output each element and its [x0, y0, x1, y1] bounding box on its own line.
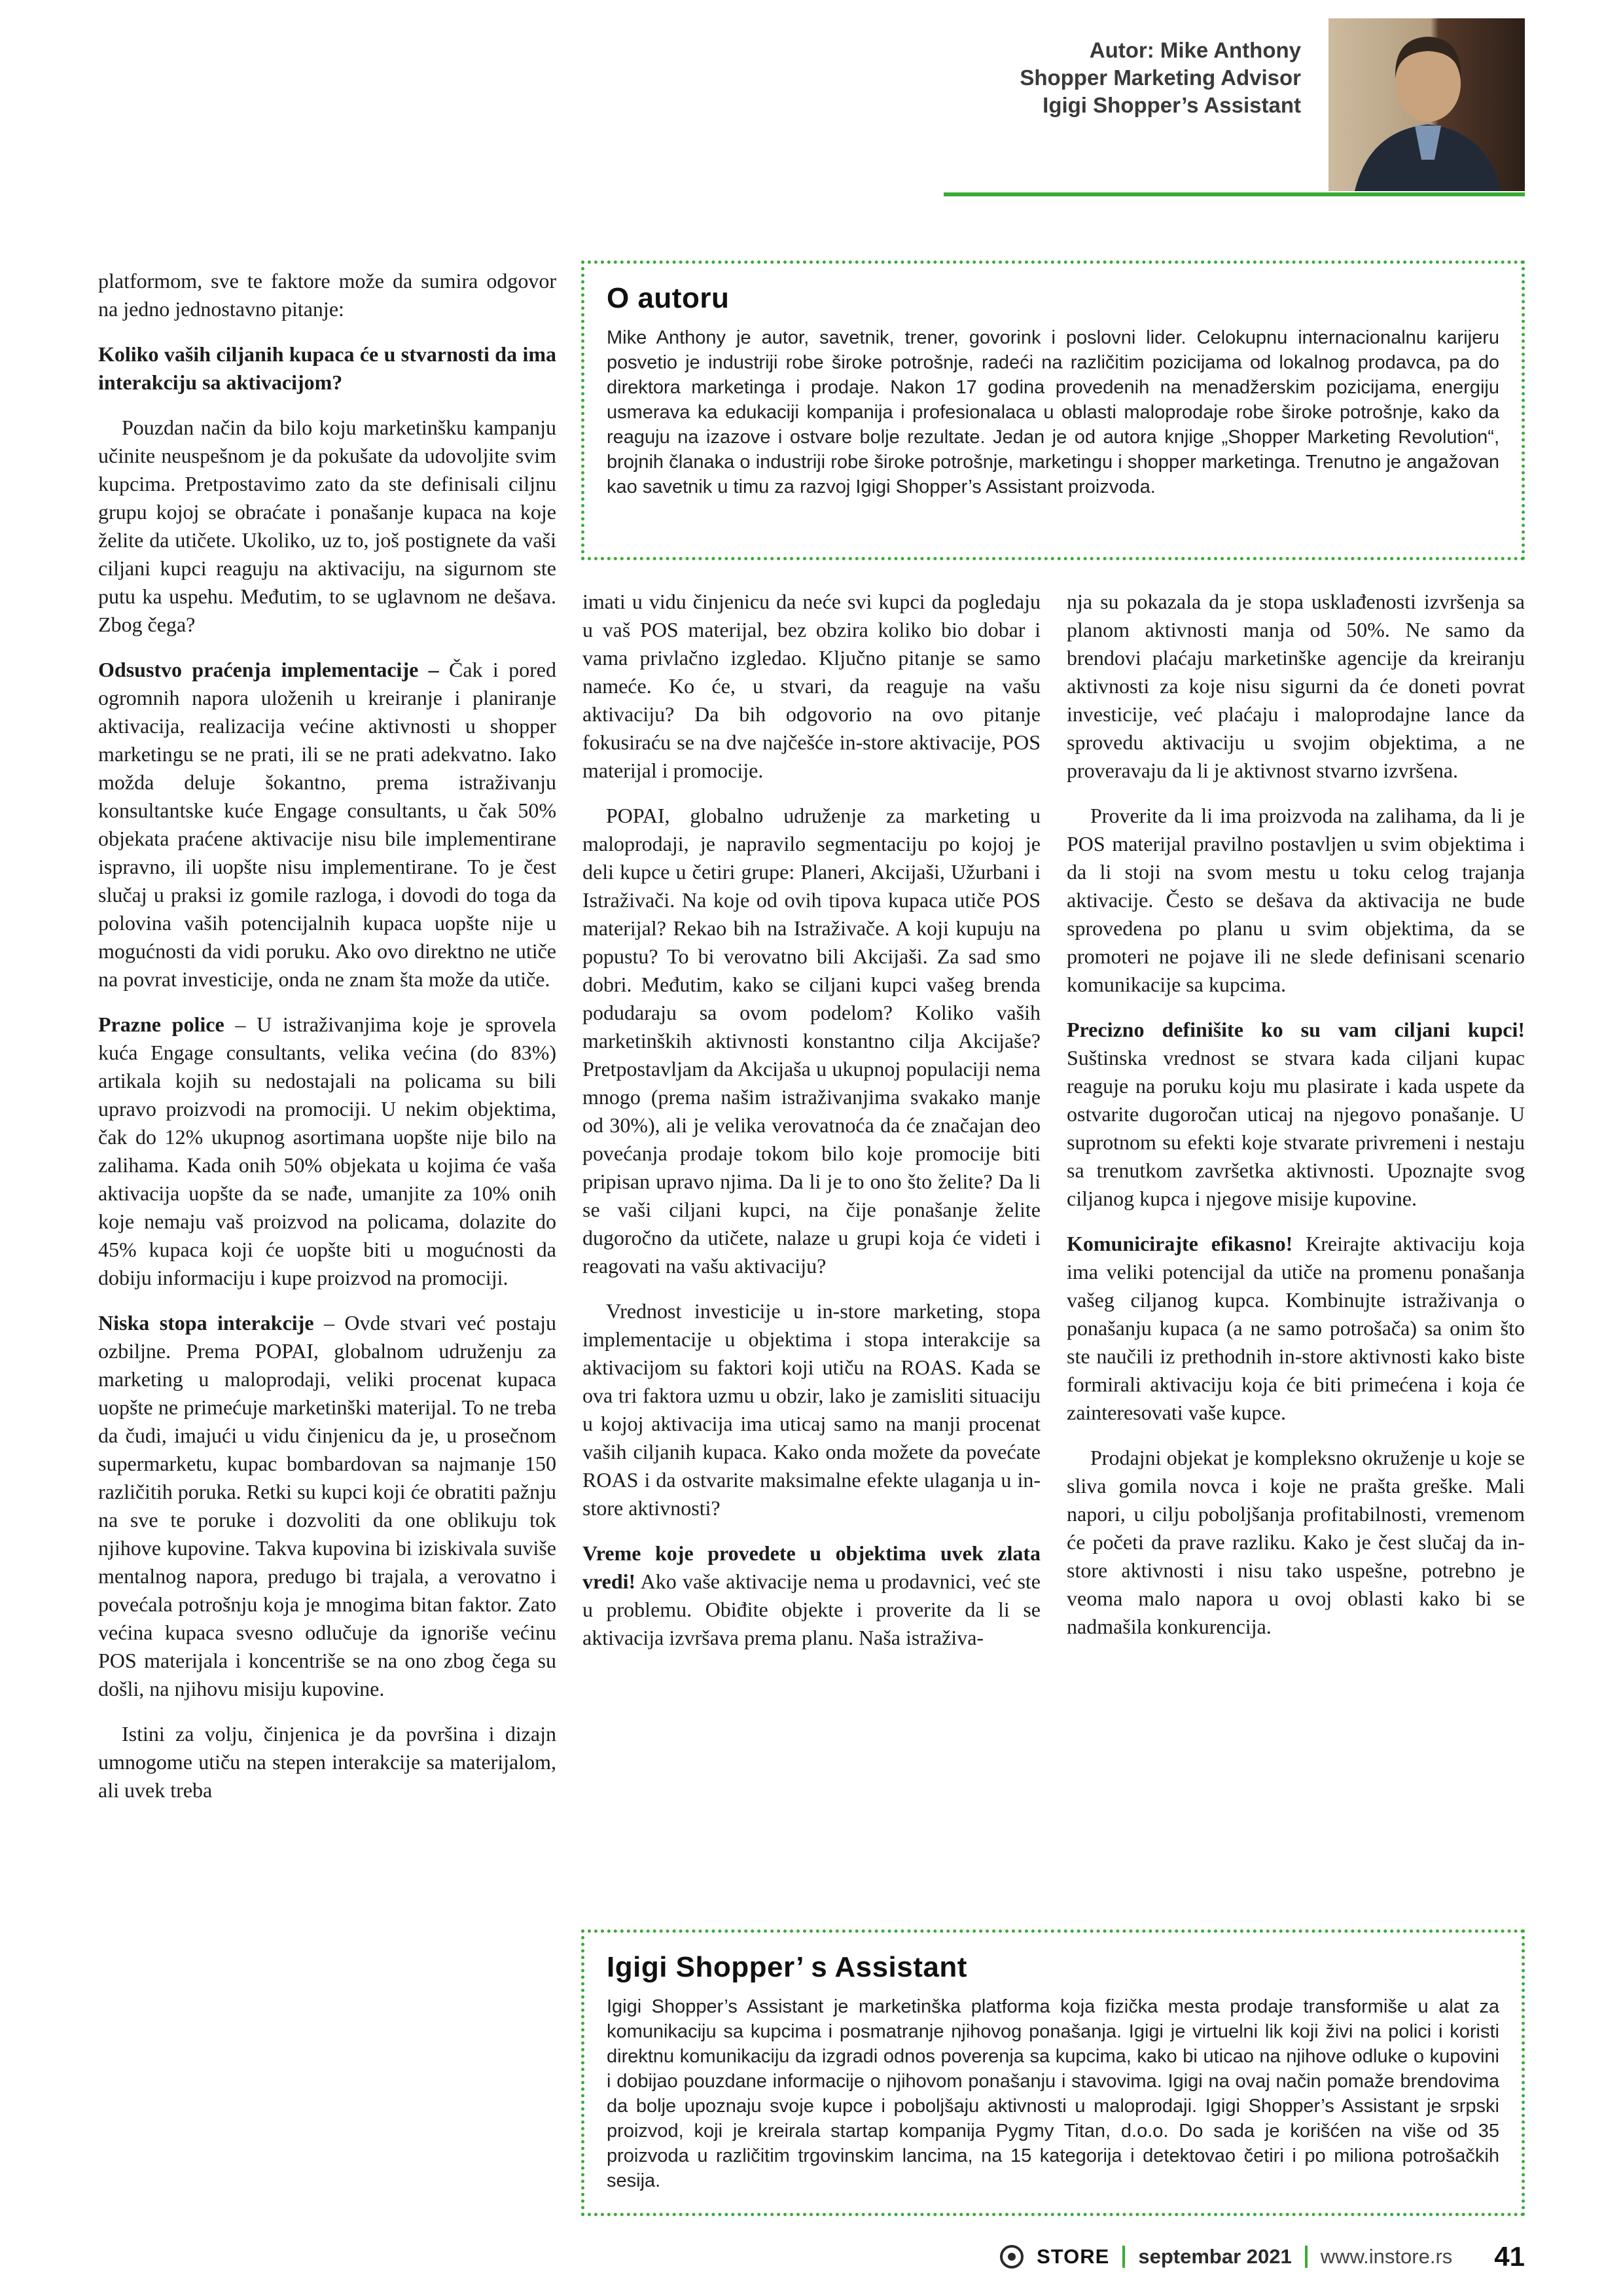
paragraph: [1067, 1230, 1525, 1427]
paragraph-text: Ako vaše aktivacije nema u prodavnici, već ste u problemu. Obiđite objekte i proverite da li se aktivacija izvršava prema planu. Naša istraživa-: [582, 1570, 1041, 1649]
paragraph-text: nja su pokazala da je stopa usklađenosti izvršenja sa planom aktivnosti manja od 50%. Ne samo da brendovi plaćaju marketinške agencije da kreiranju aktivnosti za koje nisu sigurni da će doneti povrat investicije, već plaćaju i maloprodajne lance da sprovedu aktivaciju u svojim objektima, a ne proveravaju da li je aktivnost stvarno izvršena.: [1067, 590, 1525, 782]
paragraph-lead: Precizno definišite ko su vam ciljani kupci!: [1067, 1018, 1525, 1041]
paragraph-text: Pouzdan način da bilo koju marketinšku kampanju učinite neuspešnom je da pokušate da udovoljite svim kupcima. Pretpostavimo zato da ste definisali ciljnu grupu kojoj se obraćate i ponašanje kupaca na koje želite da utičete. Ukoliko, uz to, još postignete da vaši ciljani kupci reaguju na aktivaciju, na sigurnom ste putu ka uspehu. Međutim, to se uglavnom ne dešava. Zbog čega?: [98, 416, 556, 636]
paragraph: [98, 1011, 556, 1292]
paragraph-text: Proverite da li ima proizvoda na zalihama, da li je POS materijal pravilno postavljen u svim objektima i da li stoji na svom mestu u toku celog trajanja aktivacije. Često se dešava da aktivacija ne bude sprovedena po planu u svim objektima, da se promoteri ne pojave ili ne slede definisani scenario komunikacije sa kupcima.: [1067, 804, 1525, 996]
article-column-middle: [582, 588, 1041, 1902]
header-green-rule: [944, 192, 1525, 196]
paragraph-lead: Vreme koje provedete u objektima uvek zlata vredi!: [582, 1541, 1041, 1593]
paragraph: [98, 414, 556, 639]
section-heading: [98, 340, 556, 397]
paragraph-text: Prodajni objekat je kompleksno okruženje u koje se sliva gomila novca i koje ne prašta greške. Mali napori, u cilju poboljšanja profitabilnosti, vremenom će početi da prave razliku. Kako je čest slučaj da in-store aktivnosti i nisu tako uspešne, potrebno je veoma malo napora u ovoj oblasti kako bi se nadmašila konkurencija.: [1067, 1446, 1525, 1638]
about-author-title: O autoru: [607, 282, 730, 314]
paragraph-text: Čak i pored ogromnih napora uloženih u kreiranje i planiranje aktivacija, realizacija većine aktivnosti u shopper marketingu se ne prati, ili se ne prati adekvatno. Iako možda deluje šokantno, prema istraživanju konsultantske kuće Engage consultants, u čak 50% objekata praćene aktivacije nisu bile implementirane ispravno, ili uopšte nisu implementirane. To je čest slučaj u praksi iz gomile razloga, i dovodi do toga da polovina vaših potencijalnih kupaca uopšte nije u mogućnosti da vidi poruku. Ako ovo direktno ne utiče na povrat investicije, onda ne znam šta može da utiče.: [98, 658, 556, 991]
author-credit-line: Shopper Marketing Advisor: [1020, 65, 1301, 90]
paragraph: [1067, 802, 1525, 999]
paragraph-text: – U istraživanjima koje je sprovela kuća Engage consultants, velika većina (do 83%) artikala kojih su nedostajali na policama su bili upravo proizvodi na promociji. U nekim objektima, čak do 12% ukupnog asortimana uopšte nije bilo na zalihama. Kada onih 50% objekata u kojima će vaša aktivacija uopšte da se nađe, umanjite za 10% onih koje nemaju vaš proizvod na policama, dolazite do 45% kupaca koji će uopšte biti u mogućnosti da dobiju informaciju i kupe proizvod na promociji.: [98, 1013, 556, 1289]
paragraph-lead: Koliko vaših ciljanih kupaca će u stvarnosti da ima interakciju sa aktivacijom?: [98, 342, 556, 394]
author-photo: [1329, 18, 1525, 191]
article-column-left: [98, 267, 556, 2191]
page-number: 41: [1494, 2241, 1525, 2272]
footer-issue-date: septembar 2021: [1138, 2245, 1292, 2268]
paragraph: [582, 1297, 1041, 1522]
product-info-title: Igigi Shopper’ s Assistant: [607, 1951, 967, 1983]
paragraph: [582, 588, 1041, 785]
paragraph-text: – Ovde stvari već postaju ozbiljne. Prema POPAI, globalnom udruženju za marketing u maloprodaji, veliki procenat kupaca uopšte ne primećuje marketinški materijal. To ne treba da čudi, imajući u vidu činjenicu da je, u prosečnom supermarketu, kupac bombardovan sa najmanje 150 različitih poruka. Retki su kupci koji će obratiti pažnju na sve te poruke i dozvoliti da one oblikuju tok njihove kupovine. Takva kupovina bi iziskivala suviše mentalnog napora, predugo bi trajala, a verovatno i povećala potrošnju koja je mnogima bitan faktor. Zato većina kupaca svesno odlučuje da ignoriše većinu POS materijala i koncentriše se na ono zbog čega su došli, na njihovu misiju kupovine.: [98, 1311, 556, 1700]
paragraph-lead: Odsustvo praćenja implementacije –: [98, 658, 439, 681]
paragraph-lead: Prazne police: [98, 1013, 224, 1036]
paragraph-text: imati u vidu činjenicu da neće svi kupci da pogledaju u vaš POS materijal, bez obzira koliko bio dobar i vama privlačno izgledao. Ključno pitanje se samo nameće. Ko će, u stvari, da reaguje na vašu aktivaciju? Da bih odgovorio na ovo pitanje fokusiraću se na dve najčešće in-store aktivacije, POS materijal i promocije.: [582, 590, 1041, 782]
footer: [98, 2241, 1525, 2272]
paragraph: [98, 656, 556, 994]
footer-website-url: www.instore.rs: [1320, 2245, 1453, 2268]
paragraph: [582, 802, 1041, 1280]
store-logo-icon: [1000, 2245, 1024, 2269]
product-info-box: [581, 1929, 1525, 2216]
paragraph: [98, 267, 556, 323]
paragraph-lead: Komunicirajte efikasno!: [1067, 1232, 1293, 1255]
paragraph: [98, 1720, 556, 1804]
paragraph-text: Istini za volju, činjenica je da površina i dizajn umnogome utiču na stepen interakcije sa materijalom, ali uvek treba: [98, 1722, 556, 1802]
paragraph: [1067, 1444, 1525, 1641]
paragraph: [98, 1309, 556, 1703]
author-photo-illustration: [1329, 18, 1525, 191]
paragraph-text: platformom, sve te faktore može da sumira odgovor na jedno jednostavno pitanje:: [98, 269, 556, 321]
footer-separator: [1122, 2246, 1125, 2268]
author-credit-line: Autor: Mike Anthony: [1089, 38, 1301, 62]
footer-separator: [1305, 2246, 1308, 2268]
paragraph-text: Kreirajte aktivaciju koja ima veliki potencijal da utiče na promenu ponašanja vašeg ciljanog kupca. Kombinujte istraživanja o ponašanju kupaca (a ne samo potrošača) sa onim što ste naučili iz prethodnih in-store aktivnosti kako biste formirali aktivaciju koja će biti primećena i koja će zainteresovati vaše kupce.: [1067, 1232, 1525, 1424]
footer-brand: STORE: [1037, 2245, 1110, 2268]
about-author-body: Mike Anthony je autor, savetnik, trener, govorink i poslovni lider. Celokupnu internacionalnu karijeru posvetio je industriji robe široke potrošnje, radeći na različitim pozicijama od lokalnog prodavca, pa do direktora marketinga i prodaje. Nakon 17 godina provedenih na menadžerskim pozicijama, energiju usmerava ka edukaciji kompanija i profesionalaca u oblasti maloprodaje robe široke potrošnje, kako da reaguju na izazove i ostvare bolje rezultate. Jedan je od autora knjige „Shopper Marketing Revolution“, brojnih članaka o industriji robe široke potrošnje, marketingu i shopper marketinga. Trenutno je angažovan kao savetnik u timu za razvoj Igigi Shopper’s Assistant proizvoda.: [607, 327, 1499, 497]
product-info-body: Igigi Shopper’s Assistant je marketinška platforma koja fizička mesta prodaje transformiše u alat za komunikaciju sa kupcima i posmatranje njihovog ponašanja. Igigi je virtuelni lik koji živi na polici i koristi direktnu komunikaciju da izgradi odnos poverenja sa kupcima, kako bi uticao na njihove odluke o kupovini i dobijao pouzdane informacije o njihovom ponašanju i stavovima. Igigi na ovaj način pomaže brendovima da bolje upoznaju svoje kupce i poboljšaju aktivnosti u maloprodaji. Igigi Shopper’s Assistant je srpski proizvod, koji je kreirala startap kompanija Pygmy Titan, d.o.o. Do sada je korišćen na više od 35 proizvoda u različitim trgovinskim lancima, na 15 kategorija i detektovao četiri i po miliona potrošačkih sesija.: [607, 1996, 1499, 2191]
about-author-box: [581, 260, 1525, 560]
paragraph-text: Suštinska vrednost se stvara kada ciljani kupac reaguje na poruku koju mu plasirate i kada uspete da ostvarite dugoročan uticaj na njegovo ponašanje. U suprotnom su efekti koje stvarate privremeni i nestaju sa trenutkom završetka aktivnosti. Upoznajte svog ciljanog kupca i njegove misije kupovine.: [1067, 1046, 1525, 1210]
author-credit: [1020, 37, 1301, 119]
paragraph-text: POPAI, globalno udruženje za marketing u maloprodaji, je napravilo segmentaciju po kojoj je deli kupce u četiri grupe: Planeri, Akcijaši, Užurbani i Istraživači. Na koje od ovih tipova kupaca utiče POS materijal? Rekao bih na Istraživače. A koji kupuju na popustu? To bi verovatno bili Akcijaši. Za sad smo dobri. Međutim, kako se ciljani kupci vašeg brenda podudaraju sa ovom podelom? Koliko vaših marketinških aktivnosti konstantno cilja Akcijaše? Pretpostavljam da Akcijaša u ukupnoj populaciji nema mnogo (prema našim istraživanjima svakako manje od 30%), ali je velika verovatnoća da će značajan deo povećanja prodaje tokom bilo koje promocije biti pripisan upravo njima. Da li je to ono što želite? Da li se vaši ciljani kupci, na čije ponašanje želite dugoročno da utičete, nalaze u grupi koja će videti i reagovati na vašu aktivaciju?: [582, 804, 1041, 1278]
paragraph-text: Vrednost investicije u in-store marketing, stopa implementacije u objektima i stopa interakcije sa aktivacijom su faktori koji utiču na ROAS. Kada se ova tri faktora uzmu u obzir, lako je zamisliti situaciju u kojoj aktivacija ima uticaj samo na manji procenat vaših ciljanih kupaca. Kako onda možete da povećate ROAS i da ostvarite maksimalne efekte ulaganja u in-store aktivnosti?: [582, 1299, 1041, 1520]
author-credit-line: Igigi Shopper’s Assistant: [1043, 93, 1301, 117]
paragraph: [582, 1539, 1041, 1652]
paragraph-lead: Niska stopa interakcije: [98, 1311, 314, 1335]
paragraph: [1067, 588, 1525, 785]
paragraph: [1067, 1016, 1525, 1213]
